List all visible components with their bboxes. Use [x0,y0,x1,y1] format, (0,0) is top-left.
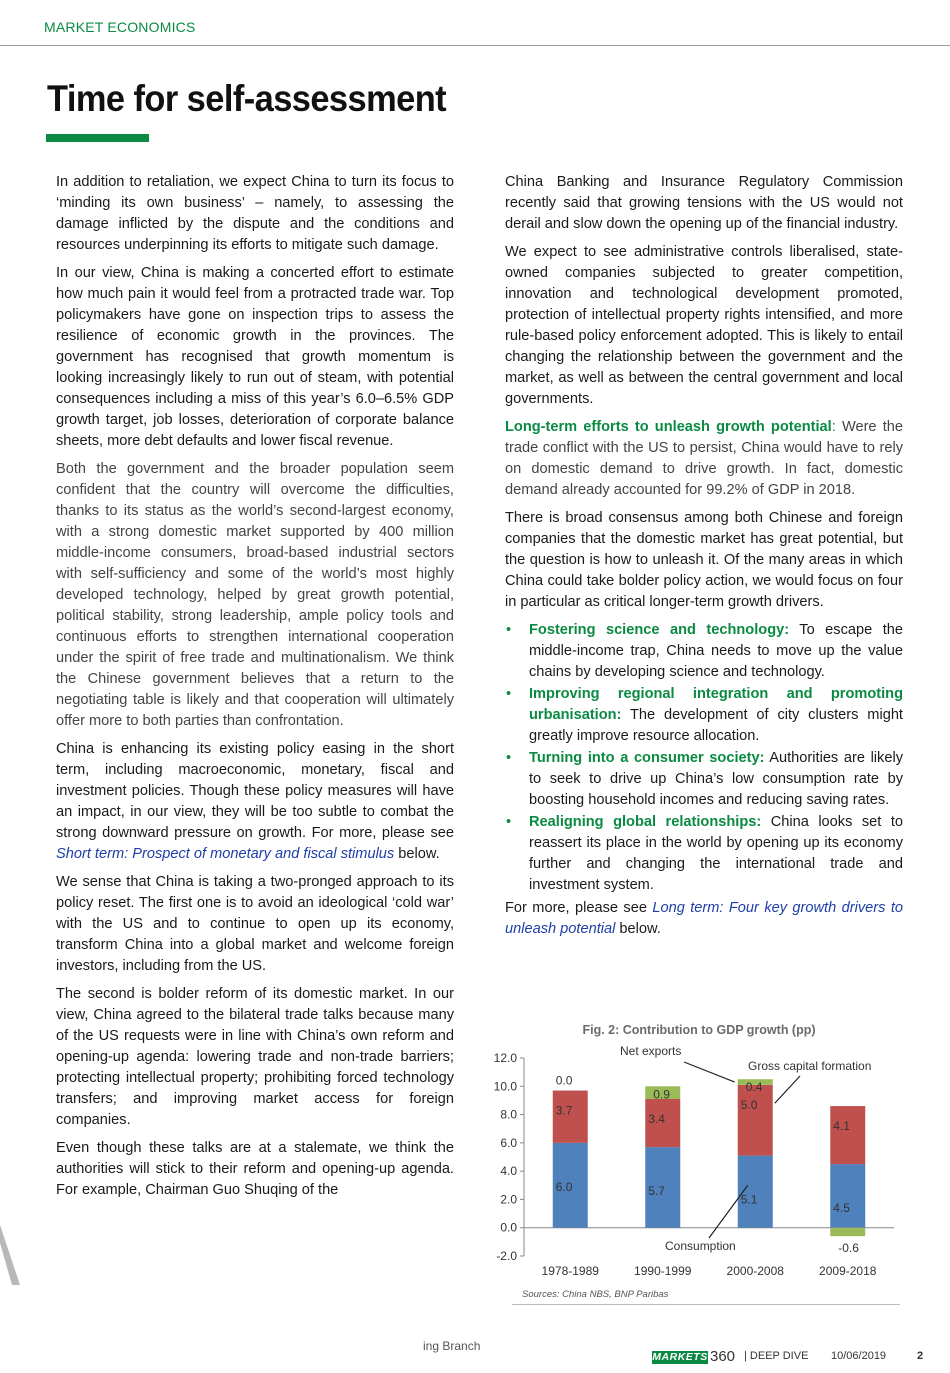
chart-bottom-rule [512,1304,900,1305]
paragraph [505,417,903,501]
paragraph: Even though these talks are at a stalemate, we think the authorities will stick to their reform and opening-up agenda. For example, Chairman Guo Shuqing of the [56,1140,454,1198]
subheading-colon: : [831,419,836,435]
list-item-head: Improving regional integration and promoting urbanisation: [529,686,903,723]
y-tick-label: 8.0 [500,1107,517,1122]
x-tick-label: 2009-2018 [819,1264,877,1278]
paragraph: We sense that China is taking a two-pronged approach to its policy reset. The first one is to avoid an ideological ‘cold war’ with the US and to continue to open up its economy, transform China into a global market and welcome foreign investors, including from the US. [56,874,454,974]
y-tick-label: 10.0 [493,1079,517,1094]
chart-source: Sources: China NBS, BNP Paribas [522,1289,669,1300]
list-item-body: China looks set to reassert its place in the world by opening up its economy further and changing the international trade and investment system. [529,814,903,893]
growth-drivers-list [505,620,903,896]
data-label: 3.7 [555,1103,573,1118]
page-title: Time for self-assessment [47,78,447,119]
list-item-head: Fostering science and technology: [529,622,790,638]
paragraph: There is broad consensus among both Chinese and foreign companies that the domestic market has great potential, but the question is how to unleash it. Of the many areas in which China could take bolder policy action, we would focus on four in particular as critical longer-term growth drivers. [505,510,903,610]
y-tick-label: -2.0 [496,1249,517,1263]
short-term-link[interactable]: Short term: Prospect of monetary and fiscal stimulus [56,846,395,862]
footer-branch: ing Branch [423,1339,481,1353]
paragraph: We expect to see administrative controls liberalised, state-owned companies subjected to greater competition, innovation and technological development promoted, protection of intellectual property rights intensified, and more rule-based policy enforcement adopted. This is likely to entail changing the relationship between the government and the market, as well as between the central government and local governments. [505,244,903,407]
y-tick-label: 4.0 [500,1164,517,1179]
callout-line [684,1062,735,1082]
callout-line [775,1076,800,1103]
x-tick-label: 2000-2008 [726,1264,784,1278]
x-tick-label: 1990-1999 [634,1264,692,1278]
list-item [505,620,903,683]
paragraph: Both the government and the broader population seem confident that the country will overcome the difficulties, thanks to its status as the world’s second-largest economy, with a strong domestic market supported by 400 million middle-income consumers, broad-based industrial sectors with self-sufficiency and some of the world’s most highly developed technology, helped by great growth potential, political stability, strong leadership, ample policy tools and continuous efforts to strengthen international cooperation under the spirit of free trade and multinationalism. We think the Chinese government believes that a return to the negotiating table is likely and that cooperation will ultimately offer more to both parties than confrontation. [56,461,454,729]
bar-segment [738,1085,773,1156]
paragraph: In addition to retaliation, we expect China to turn its focus to ‘minding its own business’ – namely, to assessing the damage inflicted by the dispute and the conditions and resources underpinning its efforts to mitigate such damage. [56,174,454,253]
list-item-body: To escape the middle-income trap, China needs to move up the value chains by developing science and technology. [529,622,903,680]
y-tick-label: 6.0 [500,1135,517,1150]
paragraph-text: Were the trade conflict with the US to persist, China would have to rely on domestic demand to drive growth. In fact, domestic demand already accounted for 99.2% of GDP in 2018. [505,419,903,498]
y-tick-label: 2.0 [500,1192,517,1207]
y-tick-label: 0.0 [500,1220,517,1235]
data-label: 3.4 [648,1112,665,1127]
bullet-icon: • [506,686,512,702]
footer-section: | DEEP DIVE [744,1350,809,1362]
y-tick-label: 12.0 [493,1051,517,1065]
x-tick-label: 1978-1989 [541,1264,599,1278]
data-label: 5.0 [740,1097,758,1112]
paragraph: China Banking and Insurance Regulatory Commission recently said that growing tensions with the US would not derail and slow down the opening up of the financial industry. [505,174,903,232]
paragraph-text: below. [394,846,440,862]
markets-logo-number: 360 [710,1348,736,1365]
paragraph-text: For more, please see [505,900,653,916]
bullet-icon: • [506,622,512,638]
chart-bars [553,1079,866,1236]
list-item-body: The development of city clusters might greatly improve resource allocation. [529,707,903,744]
left-column [56,172,454,1208]
chart-svg [484,1018,914,1313]
bullet-icon: • [506,814,512,830]
annotation-gross-capital: Gross capital formation [748,1059,872,1073]
subheading: Long-term efforts to unleash growth potential [505,419,832,435]
data-label: 4.1 [833,1119,850,1134]
long-term-link[interactable]: Long term: Four key growth drivers to unleash potential [505,900,904,937]
list-item-head: Realigning global relationships: [529,814,762,830]
paragraph: In our view, China is making a concerted effort to estimate how much pain it would feel from a protracted trade war. Top policymakers have gone on inspection trips to assess the resilience of economic growth in the provinces. The government has recognised that growth momentum is looking increasingly likely to run out of steam, with potential consequences including a miss of this year’s 6.0–6.5% GDP growth target, job losses, deterioration of corporate balance sheets, more debt defaults and lower fiscal revenue. [56,265,454,449]
chart-title: Fig. 2: Contribution to GDP growth (pp) [582,1023,816,1037]
section-label: MARKET ECONOMICS [44,19,196,35]
right-column [505,172,903,947]
list-item [505,684,903,747]
bar-segment [830,1164,865,1228]
data-label: 5.1 [740,1192,758,1207]
header-rule [0,45,950,46]
paragraph [505,898,903,940]
data-label: 4.5 [833,1201,850,1216]
annotation-consumption: Consumption [665,1239,736,1253]
data-label: 0.0 [555,1073,573,1088]
gdp-contribution-chart [484,1018,914,1313]
data-label: 5.7 [648,1184,665,1199]
page-edge-decoration [0,1225,20,1285]
title-accent-bar [46,134,149,142]
list-item [505,812,903,896]
bar-segment [830,1228,865,1236]
paragraph-text: below. [615,921,661,937]
list-item [505,748,903,811]
data-label: 6.0 [555,1179,573,1194]
page-number: 2 [917,1350,924,1362]
paragraph: The second is bolder reform of its domestic market. In our view, China agreed to the bilateral trade talks because many of the US requests were in line with China’s own reform and opening-up agenda: lowering trade and non-trade barriers; protecting intellectual property; prohibiting forced technology transfers; and improving market access for foreign companies. [56,986,454,1128]
bar-segment [830,1106,865,1164]
list-item-body: Authorities are likely to seek to drive up China’s low consumption rate by boosting household incomes and reducing saving rates. [529,750,904,808]
paragraph-text: China is enhancing its existing policy easing in the short term, including macroeconomic, monetary, fiscal and investment policies. Though these policy measures will have an impact, in our view, they will be too subtle to combat the strong downward pressure on growth. For more, please see [56,741,454,841]
data-label: 0.4 [745,1080,763,1095]
data-label: -0.6 [838,1241,859,1256]
bullet-icon: • [506,750,512,766]
paragraph [56,739,454,865]
annotation-net-exports: Net exports [620,1044,682,1058]
data-label: 0.9 [653,1087,670,1102]
markets-logo: MARKETS [652,1351,708,1363]
list-item-head: Turning into a consumer society: [529,750,765,766]
footer-date: 10/06/2019 [831,1350,887,1362]
